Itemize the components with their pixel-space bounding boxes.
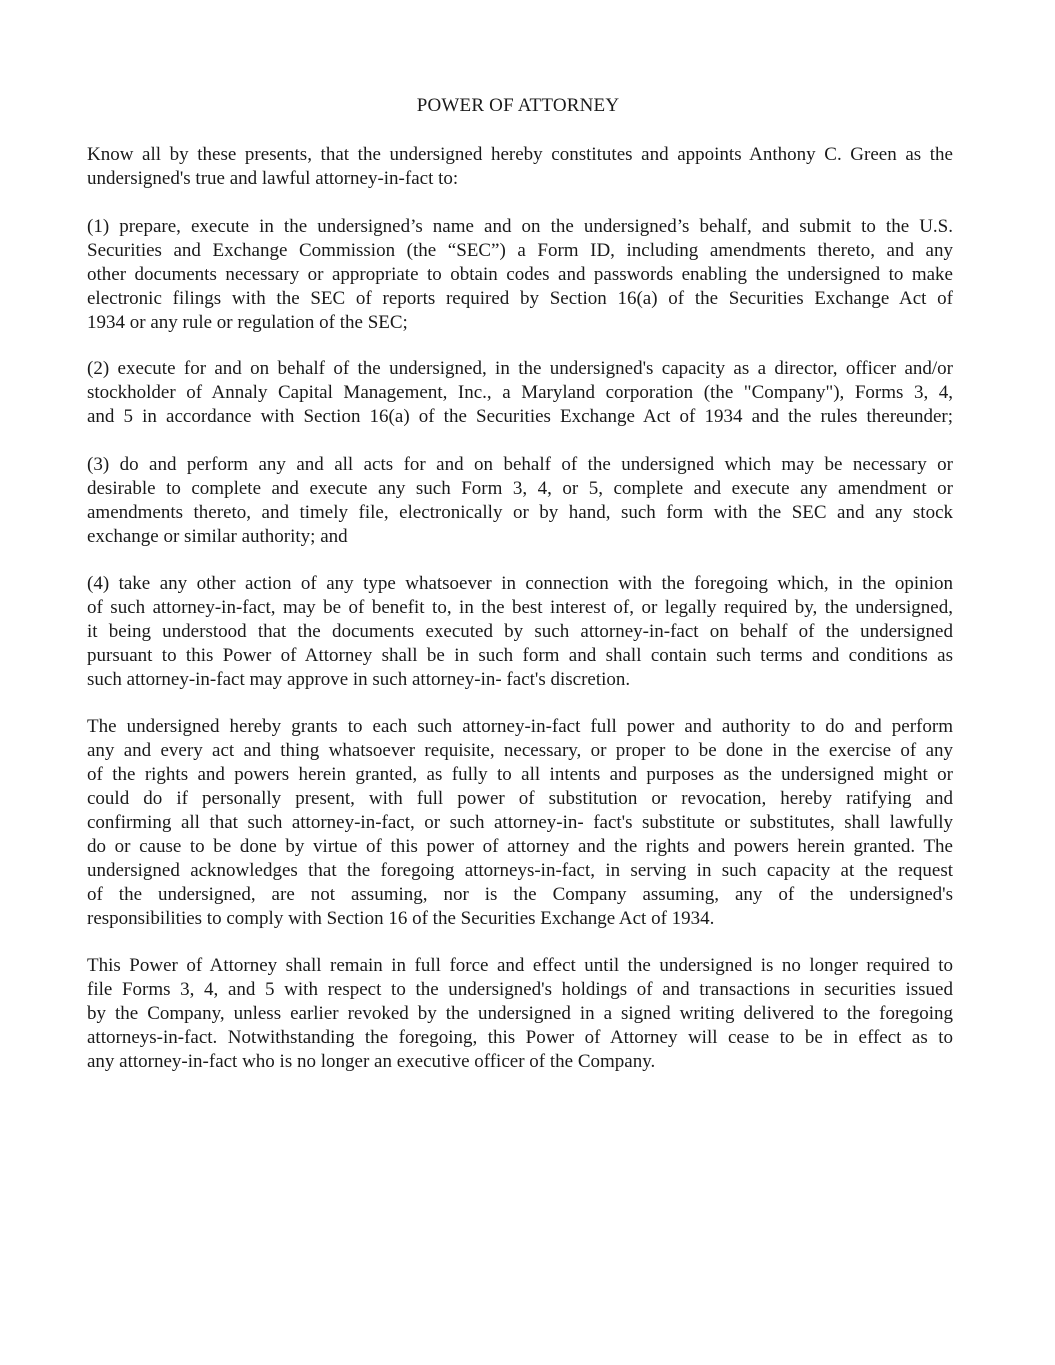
text-line: desirable to complete and execute any such Form 3, 4, or 5, complete and execute any amendment or [87, 478, 953, 499]
text-line: of such attorney-in-fact, may be of benefit to, in the best interest of, or legally required by, the undersigned, [87, 597, 953, 618]
text-line: exchange or similar authority; and [87, 526, 348, 547]
text-line: responsibilities to comply with Section 16 of the Securities Exchange Act of 1934. [87, 908, 715, 929]
text-line: (3) do and perform any and all acts for and on behalf of the undersigned which may be necessary or [87, 454, 953, 475]
text-line: electronic filings with the SEC of reports required by Section 16(a) of the Securities Exchange Act of [87, 288, 953, 309]
text-line: Know all by these presents, that the undersigned hereby constitutes and appoints Anthony C. Green as the [87, 144, 953, 165]
text-line: and 5 in accordance with Section 16(a) of the Securities Exchange Act of 1934 and the rules thereunder; [87, 406, 953, 427]
text-line: it being understood that the documents executed by such attorney-in-fact on behalf of the undersigned [87, 621, 953, 642]
paragraph-intro [87, 143, 953, 191]
text-line: by the Company, unless earlier revoked by the undersigned in a signed writing delivered to the foregoing [87, 1003, 953, 1024]
paragraph-duration [87, 954, 953, 1074]
text-line: undersigned's true and lawful attorney-in-fact to: [87, 168, 459, 189]
text-line: (2) execute for and on behalf of the undersigned, in the undersigned's capacity as a director, officer and/or [87, 358, 953, 379]
text-line: such attorney-in-fact may approve in such attorney-in- fact's discretion. [87, 669, 631, 690]
text-line: of the undersigned, are not assuming, nor is the Company assuming, any of the undersigned's [87, 884, 953, 905]
text-line: attorneys-in-fact. Notwithstanding the foregoing, this Power of Attorney will cease to be in effect as to [87, 1027, 953, 1048]
text-line: undersigned acknowledges that the foregoing attorneys-in-fact, in serving in such capacity at the request [87, 860, 953, 881]
paragraph-item-1 [87, 215, 953, 335]
paragraph-grant [87, 715, 953, 931]
document-title: POWER OF ATTORNEY [416, 95, 620, 116]
text-line: file Forms 3, 4, and 5 with respect to the undersigned's holdings of and transactions in securities issued [87, 979, 953, 1000]
text-line: any and every act and thing whatsoever requisite, necessary, or proper to be done in the exercise of any [87, 740, 953, 761]
text-line: Securities and Exchange Commission (the “SEC”) a Form ID, including amendments thereto, and any [87, 240, 953, 261]
text-line: (1) prepare, execute in the undersigned’s name and on the undersigned’s behalf, and submit to the U.S. [87, 216, 953, 237]
text-line: This Power of Attorney shall remain in full force and effect until the undersigned is no longer required to [87, 955, 953, 976]
text-line: The undersigned hereby grants to each such attorney-in-fact full power and authority to do and perform [87, 716, 953, 737]
paragraph-item-3 [87, 453, 953, 549]
text-line: could do if personally present, with full power of substitution or revocation, hereby ratifying and [87, 788, 953, 809]
text-line: confirming all that such attorney-in-fact, or such attorney-in- fact's substitute or substitutes, shall lawfully [87, 812, 953, 833]
text-line: other documents necessary or appropriate to obtain codes and passwords enabling the undersigned to make [87, 264, 953, 285]
text-line: do or cause to be done by virtue of this power of attorney and the rights and powers herein granted. The [87, 836, 953, 857]
text-line: any attorney-in-fact who is no longer an executive officer of the Company. [87, 1051, 656, 1072]
paragraph-item-4 [87, 572, 953, 692]
text-line: amendments thereto, and timely file, electronically or by hand, such form with the SEC and any stock [87, 502, 953, 523]
text-line: (4) take any other action of any type whatsoever in connection with the foregoing which, in the opinion [87, 573, 953, 594]
paragraph-item-2 [87, 357, 953, 429]
text-line: 1934 or any rule or regulation of the SEC; [87, 312, 408, 333]
text-line: stockholder of Annaly Capital Management, Inc., a Maryland corporation (the "Company"), Forms 3, 4, [87, 382, 953, 403]
text-line: of the rights and powers herein granted, as fully to all intents and purposes as the undersigned might or [87, 764, 953, 785]
text-line: pursuant to this Power of Attorney shall be in such form and shall contain such terms and conditions as [87, 645, 953, 666]
